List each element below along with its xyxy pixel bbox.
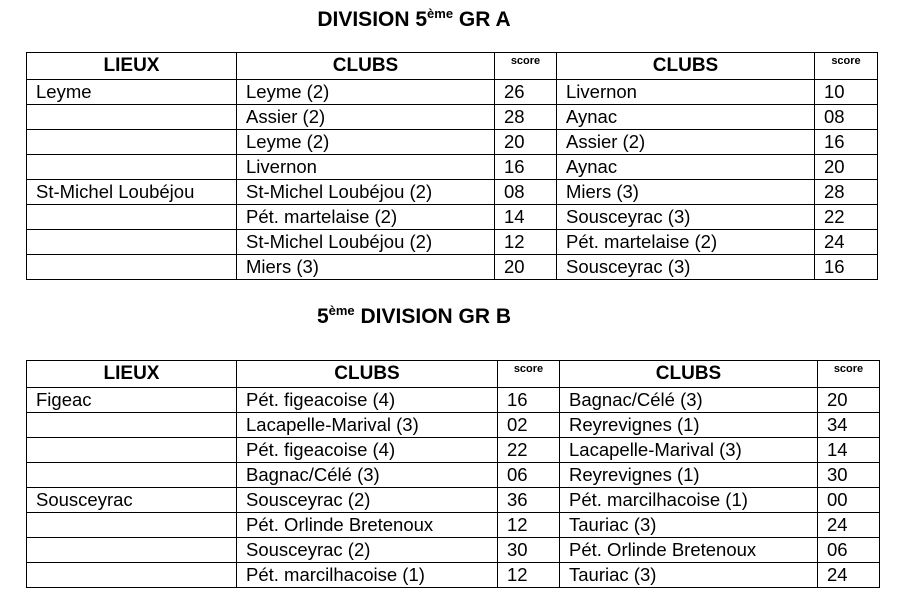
home-club-cell: Assier (2): [237, 105, 495, 130]
group-a-rows: [27, 80, 878, 280]
score-home-header: score: [498, 361, 560, 388]
home-club-cell: Leyme (2): [237, 80, 495, 105]
away-club-cell: Livernon: [557, 80, 815, 105]
clubs-away-header: CLUBS: [557, 53, 815, 80]
lieu-cell: [27, 463, 237, 488]
lieu-cell: Leyme: [27, 80, 237, 105]
table-row: [27, 413, 880, 438]
away-score-cell: 08: [815, 105, 878, 130]
home-club-cell: St-Michel Loubéjou (2): [237, 180, 495, 205]
home-score-cell: 20: [495, 255, 557, 280]
home-score-cell: 06: [498, 463, 560, 488]
score-home-header: score: [495, 53, 557, 80]
home-score-cell: 14: [495, 205, 557, 230]
home-score-cell: 16: [498, 388, 560, 413]
lieu-cell: St-Michel Loubéjou: [27, 180, 237, 205]
lieu-cell: Figeac: [27, 388, 237, 413]
table-row: [27, 563, 880, 588]
home-score-cell: 12: [495, 230, 557, 255]
away-club-cell: Lacapelle-Marival (3): [560, 438, 818, 463]
home-club-cell: Sousceyrac (2): [237, 538, 498, 563]
group-a-results-table: [26, 52, 878, 280]
lieu-cell: [27, 438, 237, 463]
lieu-cell: [27, 563, 237, 588]
table-row: [27, 80, 878, 105]
away-score-cell: 28: [815, 180, 878, 205]
home-score-cell: 28: [495, 105, 557, 130]
away-club-cell: Reyrevignes (1): [560, 413, 818, 438]
away-score-cell: 20: [815, 155, 878, 180]
away-score-cell: 16: [815, 130, 878, 155]
away-club-cell: Miers (3): [557, 180, 815, 205]
lieu-cell: Sousceyrac: [27, 488, 237, 513]
away-club-cell: Sousceyrac (3): [557, 255, 815, 280]
table-row: [27, 230, 878, 255]
home-club-cell: Lacapelle-Marival (3): [237, 413, 498, 438]
away-club-cell: Bagnac/Célé (3): [560, 388, 818, 413]
table-row: [27, 538, 880, 563]
lieu-cell: [27, 538, 237, 563]
home-club-cell: Sousceyrac (2): [237, 488, 498, 513]
home-score-cell: 12: [498, 513, 560, 538]
away-club-cell: Pét. marcilhacoise (1): [560, 488, 818, 513]
away-club-cell: Reyrevignes (1): [560, 463, 818, 488]
group-a-title: DIVISION 5ème GR A: [317, 6, 511, 31]
clubs-away-header: CLUBS: [560, 361, 818, 388]
lieu-cell: [27, 513, 237, 538]
away-score-cell: 14: [818, 438, 880, 463]
home-score-cell: 26: [495, 80, 557, 105]
away-club-cell: Pét. martelaise (2): [557, 230, 815, 255]
away-club-cell: Sousceyrac (3): [557, 205, 815, 230]
lieu-cell: [27, 413, 237, 438]
home-score-cell: 30: [498, 538, 560, 563]
home-score-cell: 08: [495, 180, 557, 205]
home-score-cell: 12: [498, 563, 560, 588]
table-header-row: [27, 53, 878, 80]
away-score-cell: 16: [815, 255, 878, 280]
home-score-cell: 16: [495, 155, 557, 180]
table-row: [27, 463, 880, 488]
away-club-cell: Assier (2): [557, 130, 815, 155]
home-score-cell: 22: [498, 438, 560, 463]
home-club-cell: Leyme (2): [237, 130, 495, 155]
away-score-cell: 00: [818, 488, 880, 513]
home-club-cell: St-Michel Loubéjou (2): [237, 230, 495, 255]
away-score-cell: 22: [815, 205, 878, 230]
away-score-cell: 24: [818, 513, 880, 538]
table-header-row: [27, 361, 880, 388]
score-away-header: score: [815, 53, 878, 80]
home-club-cell: Pét. figeacoise (4): [237, 388, 498, 413]
lieux-header: LIEUX: [27, 53, 237, 80]
table-row: [27, 513, 880, 538]
home-club-cell: Bagnac/Célé (3): [237, 463, 498, 488]
away-club-cell: Tauriac (3): [560, 513, 818, 538]
away-club-cell: Aynac: [557, 105, 815, 130]
away-club-cell: Pét. Orlinde Bretenoux: [560, 538, 818, 563]
table-row: [27, 438, 880, 463]
away-club-cell: Tauriac (3): [560, 563, 818, 588]
home-score-cell: 02: [498, 413, 560, 438]
lieu-cell: [27, 130, 237, 155]
table-row: [27, 388, 880, 413]
away-score-cell: 24: [815, 230, 878, 255]
clubs-home-header: CLUBS: [237, 361, 498, 388]
lieu-cell: [27, 205, 237, 230]
home-club-cell: Pét. marcilhacoise (1): [237, 563, 498, 588]
away-score-cell: 06: [818, 538, 880, 563]
lieux-header: LIEUX: [27, 361, 237, 388]
group-b-results-table: [26, 360, 880, 588]
home-club-cell: Pét. martelaise (2): [237, 205, 495, 230]
table-row: [27, 130, 878, 155]
clubs-home-header: CLUBS: [237, 53, 495, 80]
table-row: [27, 255, 878, 280]
away-score-cell: 34: [818, 413, 880, 438]
home-club-cell: Livernon: [237, 155, 495, 180]
lieu-cell: [27, 105, 237, 130]
home-score-cell: 36: [498, 488, 560, 513]
home-club-cell: Pét. Orlinde Bretenoux: [237, 513, 498, 538]
lieu-cell: [27, 255, 237, 280]
group-b-title: 5ème DIVISION GR B: [316, 303, 512, 328]
table-row: [27, 488, 880, 513]
away-score-cell: 24: [818, 563, 880, 588]
home-club-cell: Miers (3): [237, 255, 495, 280]
group-b-rows: [27, 388, 880, 588]
lieu-cell: [27, 155, 237, 180]
table-row: [27, 180, 878, 205]
lieu-cell: [27, 230, 237, 255]
home-score-cell: 20: [495, 130, 557, 155]
away-score-cell: 30: [818, 463, 880, 488]
table-row: [27, 205, 878, 230]
table-row: [27, 155, 878, 180]
away-score-cell: 10: [815, 80, 878, 105]
away-score-cell: 20: [818, 388, 880, 413]
score-away-header: score: [818, 361, 880, 388]
table-row: [27, 105, 878, 130]
away-club-cell: Aynac: [557, 155, 815, 180]
home-club-cell: Pét. figeacoise (4): [237, 438, 498, 463]
